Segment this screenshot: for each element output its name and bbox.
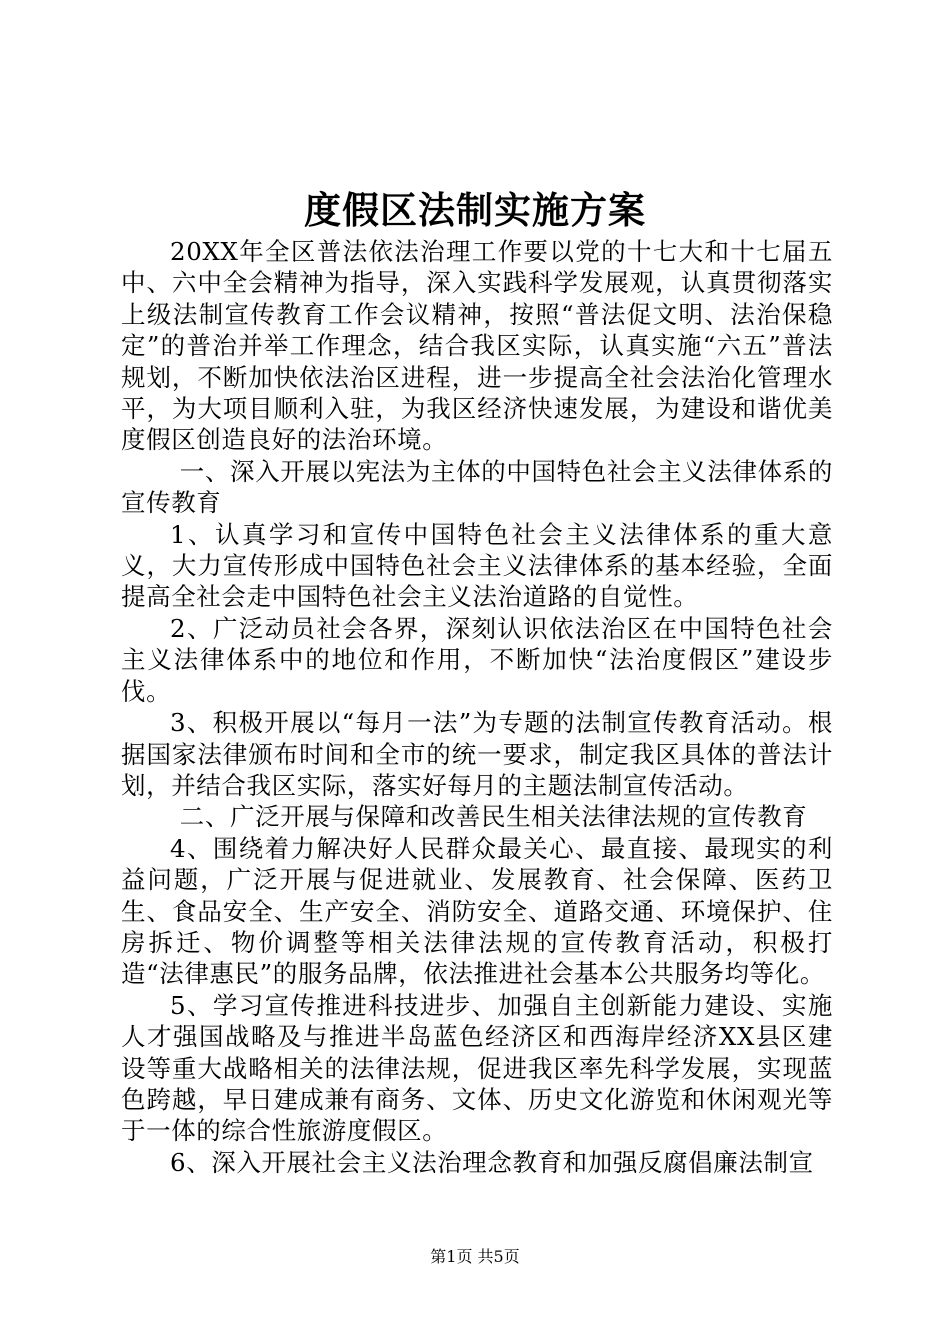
- paragraph-item-1: 1、认真学习和宣传中国特色社会主义法律体系的重大意义，大力宣传形成中国特色社会主义法律体系的基本经验，全面提高全社会走中国特色社会主义法治道路的自觉性。: [121, 519, 833, 612]
- page-footer: 第1页 共5页: [430, 1247, 520, 1266]
- document-title: 度假区法制实施方案: [304, 188, 646, 232]
- paragraph-item-3: 3、积极开展以“每月一法”为专题的法制宣传教育活动。根据国家法律颁布时间和全市的统一要求，制定我区具体的普法计划，并结合我区实际，落实好每月的主题法制宣传活动。: [121, 708, 833, 800]
- paragraph-item-4: 4、围绕着力解决好人民群众最关心、最直接、最现实的利益问题，广泛开展与促进就业、发展教育、社会保障、医药卫生、食品安全、生产安全、消防安全、道路交通、环境保护、住房拆迁、物价调整等相关法律法规的宣传教育活动，积极打造“法律惠民”的服务品牌，依法推进社会基本公共服务均等化。: [121, 833, 833, 989]
- paragraph-item-2: 2、广泛动员社会各界，深刻认识依法治区在中国特色社会主义法律体系中的地位和作用，不断加快“法治度假区”建设步伐。: [121, 613, 833, 706]
- paragraph-item-5: 5、学习宣传推进科技进步、加强自主创新能力建设、实施人才强国战略及与推进半岛蓝色经济区和西海岸经济XX县区建设等重大战略相关的法律法规，促进我区率先科学发展，实现蓝色跨越，早日建成兼有商务、文体、历史文化游览和休闲观光等于一体的综合性旅游度假区。: [121, 990, 833, 1146]
- paragraph-intro: 20XX年全区普法依法治理工作要以党的十七大和十七届五中、六中全会精神为指导，深入实践科学发展观，认真贯彻落实上级法制宣传教育工作会议精神，按照“普法促文明、法治保稳定”的普治并举工作理念，结合我区实际，认真实施“六五”普法规划，不断加快依法治区进程，进一步提高全社会法治化管理水平，为大项目顺利入驻，为我区经济快速发展，为建设和谐优美度假区创造良好的法治环境。: [121, 237, 833, 455]
- document-body: [121, 236, 833, 1178]
- section-heading-2: 二、广泛开展与保障和改善民生相关法律法规的宣传教育: [179, 802, 808, 832]
- section-heading-1: 一、深入开展以宪法为主体的中国特色社会主义法律体系的宣传教育: [121, 456, 833, 518]
- paragraph-item-6: 6、深入开展社会主义法治理念教育和加强反腐倡廉法制宣: [170, 1147, 814, 1177]
